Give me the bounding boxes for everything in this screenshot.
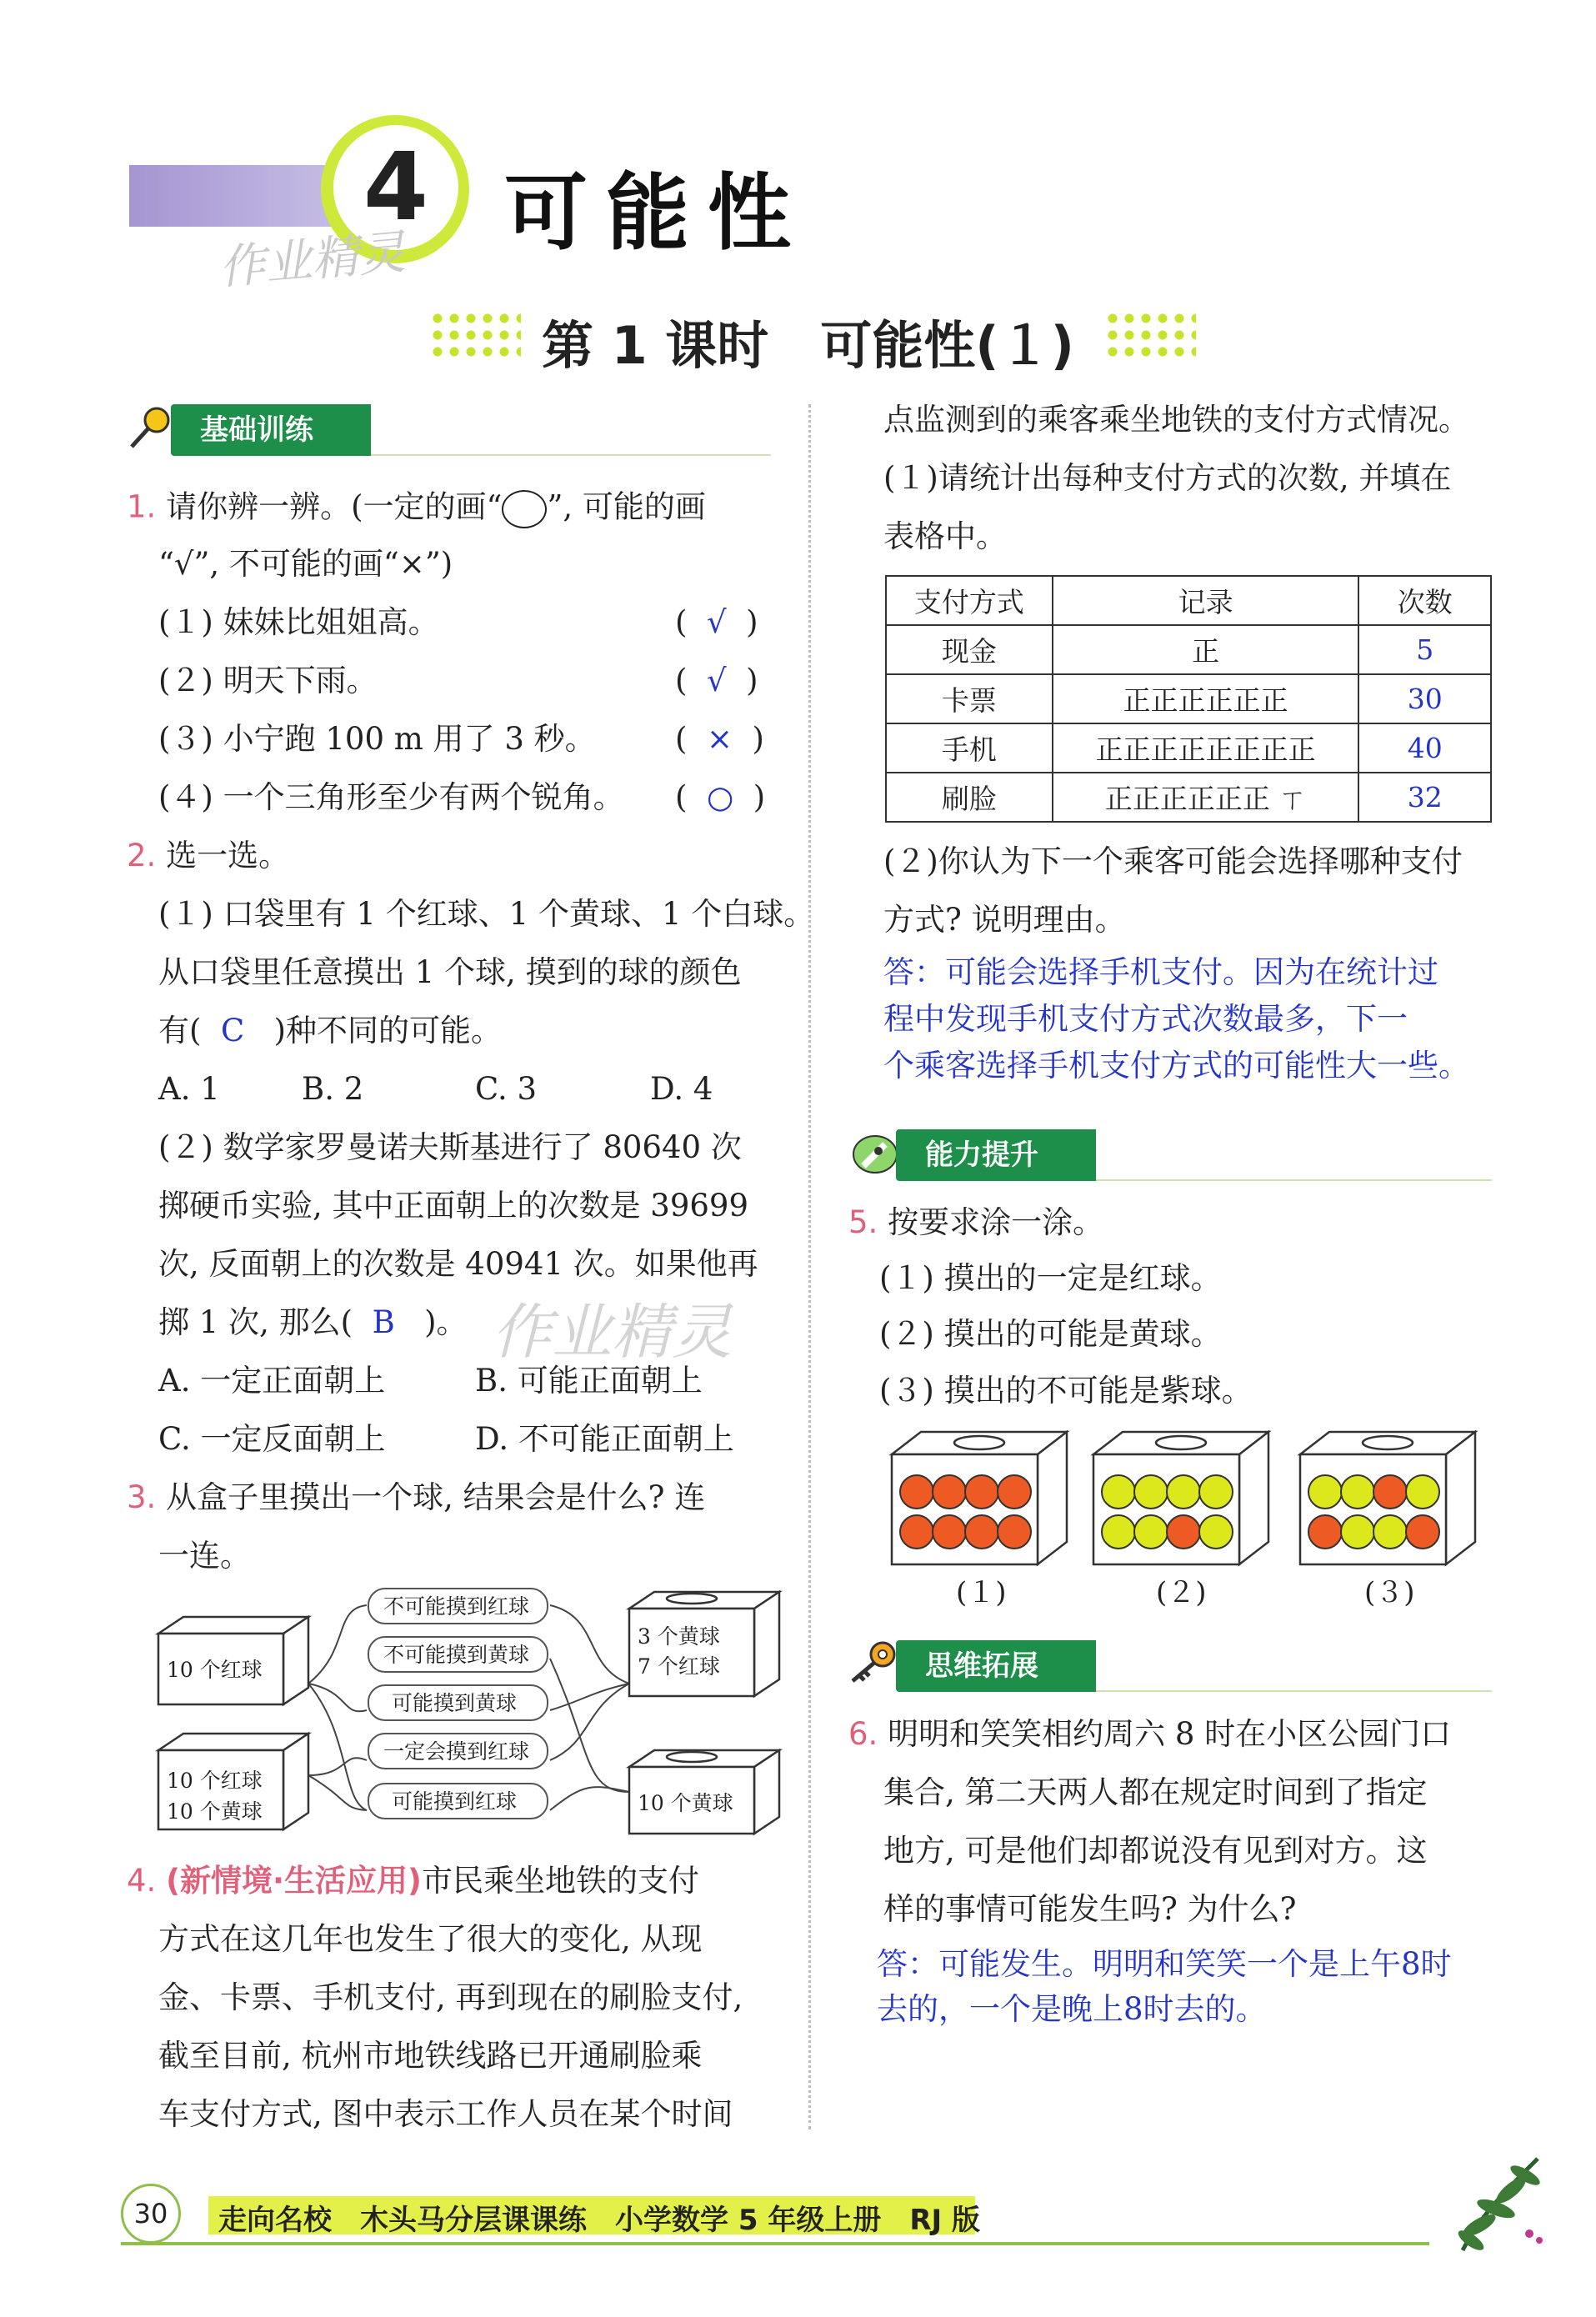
ball xyxy=(965,1475,998,1509)
table-row xyxy=(886,625,1491,674)
footer-page-circle xyxy=(121,2184,181,2244)
q2-p2-line4-a: 掷 1 次, 那么( xyxy=(158,1304,353,1340)
table-header-record: 记录 xyxy=(1053,576,1359,625)
footer-text: 走向名校 木头马分层课课练 小学数学 5 年级上册 RJ 版 xyxy=(218,2204,980,2237)
q4-line5: 车支付方式, 图中表示工作人员在某个时间 xyxy=(158,2096,733,2132)
q4-line4: 截至目前, 杭州市地铁线路已开通刷脸乘 xyxy=(158,2038,703,2074)
q6-line1 xyxy=(848,1716,1452,1752)
q1-number: 1. xyxy=(127,488,157,525)
ball xyxy=(998,1515,1031,1549)
table-cell-count: 5 xyxy=(1358,625,1491,674)
q1-item-2: (２) 明天下雨。 xyxy=(158,663,378,698)
ball xyxy=(933,1475,966,1509)
table-row xyxy=(886,723,1491,773)
q2-p2-answer: B xyxy=(372,1304,395,1340)
q1-stem-c: “√”, 不可能的画“×”) xyxy=(158,546,453,582)
ball xyxy=(1308,1515,1342,1549)
q1-item-4: (４) 一个三角形至少有两个锐角。 xyxy=(158,779,624,815)
q2-stem-text: 选一选。 xyxy=(166,838,290,873)
ball xyxy=(965,1515,998,1549)
q1-stem-b: ”, 可能的画 xyxy=(547,488,706,525)
ball xyxy=(1134,1515,1168,1549)
q2-p1-line3-b: )种不同的可能。 xyxy=(273,1013,503,1048)
q4-p2-line2: 方式? 说明理由。 xyxy=(883,902,1126,938)
q2-p2-line4-b: )。 xyxy=(424,1304,468,1340)
q5-box-2 xyxy=(1093,1432,1268,1564)
lesson-dots-left xyxy=(429,310,521,360)
ball xyxy=(900,1475,933,1509)
q3-line2: 一连。 xyxy=(158,1538,251,1574)
chapter-title: 可能性 xyxy=(504,164,809,262)
table-cell-record: 正正正正正正 xyxy=(1053,674,1359,723)
q6-line3: 地方, 可是他们却都说没有见到对方。这 xyxy=(883,1833,1428,1869)
table-row xyxy=(886,674,1491,723)
pin-icon xyxy=(125,403,175,453)
q5-item-1: (１) 摸出的一定是红球。 xyxy=(879,1260,1222,1296)
q5-stem xyxy=(848,1204,1104,1240)
ball xyxy=(1341,1515,1374,1549)
q2-p1-option-a: A. 1 xyxy=(158,1071,220,1107)
q5-caption-1: (１) xyxy=(956,1576,1007,1609)
ball xyxy=(1199,1475,1233,1509)
box-right-2-text: 10 个黄球 xyxy=(638,1791,733,1815)
q2-p2-line1: (２) 数学家罗曼诺夫斯基进行了 80640 次 xyxy=(158,1129,742,1165)
q5-box-1 xyxy=(892,1432,1067,1564)
q4-p1-line2: 表格中。 xyxy=(883,518,1007,554)
q2-p1-option-d: D. 4 xyxy=(650,1071,713,1107)
ball xyxy=(933,1515,966,1549)
q2-p1-line1: (１) 口袋里有 1 个红球、1 个黄球、1 个白球。 xyxy=(158,896,815,932)
q6-answer-line2: 去的，一个是晚上8时去的。 xyxy=(877,1991,1267,2027)
q2-p2-option-a: A. 一定正面朝上 xyxy=(158,1363,386,1399)
plant-decoration-icon xyxy=(1446,2142,1554,2259)
table-cell-record: 正正正正正正正正 xyxy=(1053,723,1359,773)
q2-p2-line3: 次, 反面朝上的次数是 40941 次。如果他再 xyxy=(158,1246,758,1282)
rocket-icon xyxy=(848,1129,900,1181)
q6-line2: 集合, 第二天两人都在规定时间到了指定 xyxy=(883,1774,1428,1810)
q2-p1-line3 xyxy=(158,1015,502,1046)
q2-p1-line2: 从口袋里任意摸出 1 个球, 摸到的球的颜色 xyxy=(158,954,742,990)
ball xyxy=(1373,1515,1407,1549)
q2-p1-option-c: C. 3 xyxy=(475,1071,538,1107)
q4-line1 xyxy=(127,1863,699,1899)
q1-stem xyxy=(127,490,706,528)
q1-item-3: (３) 小宁跑 100 m 用了 3 秒。 xyxy=(158,721,596,757)
q5-caption-2: (２) xyxy=(1156,1576,1207,1609)
q2-stem xyxy=(127,840,289,871)
footer-line xyxy=(121,2242,1429,2245)
q5-item-2: (２) 摸出的可能是黄球。 xyxy=(879,1316,1222,1352)
footer-page-number: 30 xyxy=(133,2198,168,2229)
q4-answer-line2: 程中发现手机支付方式次数最多，下一 xyxy=(883,1001,1408,1037)
q4-p1-line1: (１)请统计出每种支付方式的次数, 并填在 xyxy=(883,460,1452,496)
q2-p2-line4 xyxy=(158,1304,468,1340)
q6-line4: 样的事情可能发生吗? 为什么? xyxy=(883,1891,1297,1927)
q2-p2-option-d: D. 不可能正面朝上 xyxy=(475,1421,734,1457)
q2-p2-line2: 掷硬币实验, 其中正面朝上的次数是 39699 xyxy=(158,1188,748,1224)
q5-caption-3: (３) xyxy=(1364,1576,1415,1609)
circle-icon xyxy=(502,490,547,528)
table-cell-method: 现金 xyxy=(886,625,1053,674)
q5-number: 5. xyxy=(848,1204,878,1240)
lesson-dots-right xyxy=(1104,310,1196,360)
q2-number: 2. xyxy=(127,838,157,873)
table-cell-count: 40 xyxy=(1358,723,1491,773)
ball xyxy=(1102,1515,1135,1549)
q4-p2-line1: (２)你认为下一个乘客可能会选择哪种支付 xyxy=(883,843,1463,879)
box-left-2-text-a: 10 个红球 xyxy=(167,1769,263,1793)
q6-answer-line1: 答：可能发生。明明和笑笑一个是上午8时 xyxy=(877,1946,1452,1982)
q2-p1-line3-a: 有( xyxy=(158,1013,202,1048)
column-divider xyxy=(808,404,811,2129)
q5-boxes xyxy=(885,1425,1493,1609)
payment-table xyxy=(885,575,1492,823)
q5-stem-text: 按要求涂一涂。 xyxy=(888,1204,1104,1240)
lesson-title: 第 1 课时 可能性(１) xyxy=(542,315,1074,376)
section-ability-underline xyxy=(1096,1179,1492,1181)
ball xyxy=(1308,1475,1342,1509)
table-cell-record: 正 xyxy=(1053,625,1359,674)
q4-answer-line3: 个乘客选择手机支付方式的可能性大一些。 xyxy=(883,1048,1469,1083)
q5-item-3: (３) 摸出的不可能是紫球。 xyxy=(879,1373,1253,1409)
q3-line1-text: 从盒子里摸出一个球, 结果会是什么? 连 xyxy=(166,1479,706,1515)
section-basic-label: 基础训练 xyxy=(200,413,313,447)
table-row xyxy=(886,773,1491,822)
q2-p1-option-b: B. 2 xyxy=(302,1071,364,1107)
key-icon xyxy=(846,1638,900,1688)
q6-number: 6. xyxy=(848,1716,878,1752)
ball xyxy=(1167,1515,1200,1549)
q3-line1 xyxy=(127,1479,706,1515)
watermark-logo: 作业精灵 xyxy=(216,225,408,296)
chapter-number: 4 xyxy=(363,133,428,242)
table-header-row xyxy=(886,576,1491,625)
table-cell-method: 卡票 xyxy=(886,674,1053,723)
table-cell-method: 刷脸 xyxy=(886,773,1053,822)
table-cell-record: 正正正正正正 ㄒ xyxy=(1053,773,1359,822)
ball xyxy=(900,1515,933,1549)
ball xyxy=(998,1475,1031,1509)
q3-label-1: 不可能摸到红球 xyxy=(383,1594,530,1619)
q1-item-3-answer: × xyxy=(706,721,733,757)
ball xyxy=(1167,1475,1200,1509)
q1-item-1-answer-box: ( √ ) xyxy=(675,604,758,640)
q3-label-2: 不可能摸到黄球 xyxy=(383,1643,530,1667)
ball xyxy=(1373,1475,1407,1509)
q6-line1-text: 明明和笑笑相约周六 8 时在小区公园门口 xyxy=(888,1716,1452,1752)
q1-item-1: (１) 妹妹比姐姐高。 xyxy=(158,604,439,640)
q3-number: 3. xyxy=(127,1479,157,1515)
box-left-1-text: 10 个红球 xyxy=(167,1658,263,1682)
q1-item-4-answer: ○ xyxy=(706,779,734,815)
ball xyxy=(1134,1475,1168,1509)
table-header-method: 支付方式 xyxy=(886,576,1053,625)
table-cell-count: 32 xyxy=(1358,773,1491,822)
table-header-count: 次数 xyxy=(1358,576,1491,625)
q4-number: 4. xyxy=(127,1863,157,1899)
ball xyxy=(1199,1515,1233,1549)
q2-p1-answer: C xyxy=(220,1013,245,1048)
q1-item-3-answer-box: ( × ) xyxy=(675,721,764,757)
q1-item-4-answer-box: ( ○ ) xyxy=(675,779,766,815)
q4-line2: 方式在这几年也发生了很大的变化, 从现 xyxy=(158,1921,703,1957)
table-cell-count: 30 xyxy=(1358,674,1491,723)
ball xyxy=(1102,1475,1135,1509)
q3-label-4: 一定会摸到红球 xyxy=(383,1739,530,1764)
box-right-1-text-b: 7 个红球 xyxy=(638,1654,720,1679)
q4-line3: 金、卡票、手机支付, 再到现在的刷脸支付, xyxy=(158,1979,743,2015)
q3-diagram xyxy=(150,1584,800,1850)
section-thinking-underline xyxy=(1096,1690,1492,1692)
q5-box-3 xyxy=(1300,1432,1475,1564)
q4-tag: (新情境·生活应用) xyxy=(166,1863,422,1899)
q4-line6: 点监测到的乘客乘坐地铁的支付方式情况。 xyxy=(883,402,1469,438)
q4-answer-line1: 答：可能会选择手机支付。因为在统计过 xyxy=(883,954,1438,990)
section-thinking-label: 思维拓展 xyxy=(925,1649,1038,1683)
ball xyxy=(1341,1475,1374,1509)
ball xyxy=(1406,1475,1439,1509)
q4-line1-text: 市民乘坐地铁的支付 xyxy=(421,1863,699,1899)
q1-item-1-answer: √ xyxy=(706,604,727,640)
q2-p2-option-b: B. 可能正面朝上 xyxy=(475,1363,703,1399)
ball xyxy=(1406,1515,1439,1549)
box-right-1-text-a: 3 个黄球 xyxy=(638,1624,720,1649)
table-cell-method: 手机 xyxy=(886,723,1053,773)
box-left-2-text-b: 10 个黄球 xyxy=(167,1799,263,1824)
q3-label-5: 可能摸到红球 xyxy=(392,1789,518,1814)
watermark-logo-2: 作业精灵 xyxy=(492,1297,733,1367)
q1-stem-a: 请你辨一辨。(一定的画“ xyxy=(166,488,503,525)
q3-label-3: 可能摸到黄球 xyxy=(392,1691,518,1715)
section-ability-label: 能力提升 xyxy=(925,1138,1038,1172)
q2-p2-option-c: C. 一定反面朝上 xyxy=(158,1421,386,1457)
q1-item-2-answer: √ xyxy=(706,663,727,698)
q1-item-2-answer-box: ( √ ) xyxy=(675,663,758,698)
section-basic-underline xyxy=(371,454,771,456)
